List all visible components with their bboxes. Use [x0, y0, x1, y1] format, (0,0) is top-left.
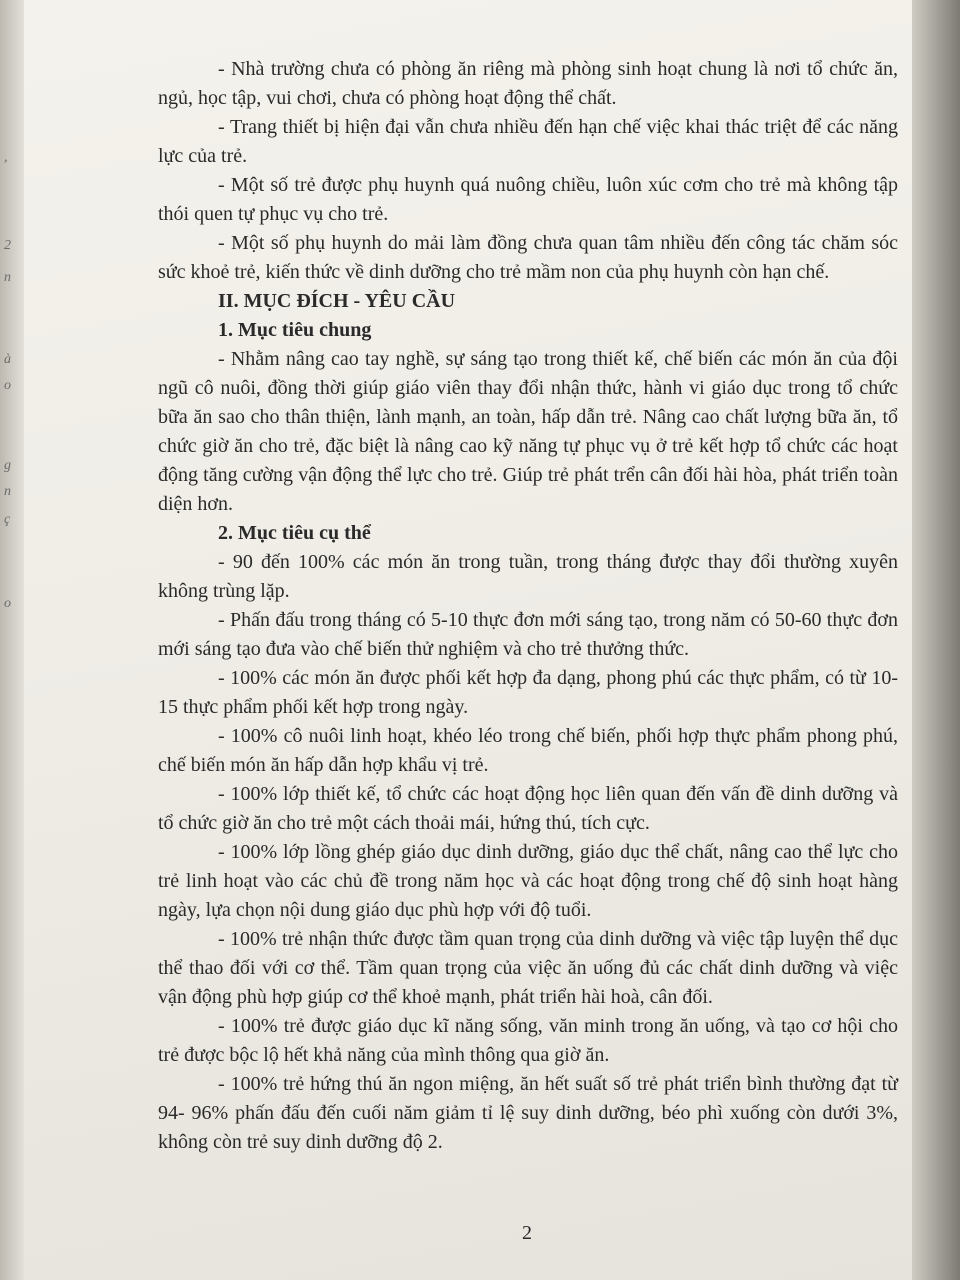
paragraph: - Một số phụ huynh do mải làm đồng chưa quan tâm nhiều đến công tác chăm sóc sức khoẻ trẻ, kiến thức về dinh dưỡng cho trẻ mầm non của phụ huynh còn hạn chế.	[158, 232, 898, 283]
subsection-heading: 1. Mục tiêu chung	[218, 319, 372, 341]
margin-mark: 2	[4, 238, 11, 253]
subsection-heading: 2. Mục tiêu cụ thể	[218, 522, 371, 544]
margin-mark: o	[4, 596, 11, 611]
adjacent-page-edge	[0, 0, 24, 1280]
paragraph: - Nhằm nâng cao tay nghề, sự sáng tạo trong thiết kế, chế biến các món ăn của đội ngũ cô nuôi, đồng thời giúp giáo viên thay đổi nhận thức, hành vi giáo dục trong tổ chức bữa ăn sao cho thân thiện, lành mạnh, an toàn, hấp dẫn trẻ. Nâng cao chất lượng bữa ăn, tổ chức giờ ăn cho trẻ, đặc biệt là nâng cao kỹ năng tự phục vụ ở trẻ kết hợp tổ chức các hoạt động tăng cường vận động thể lực cho trẻ. Giúp trẻ phát trển cân đối hài hòa, phát triển toàn diện hơn.	[158, 348, 898, 515]
margin-mark: ç	[4, 512, 11, 527]
paragraph: - 100% lớp lồng ghép giáo dục dinh dưỡng, giáo dục thể chất, nâng cao thể lực cho trẻ linh hoạt vào các chủ đề trong năm học và các hoạt động trong chế độ sinh hoạt hàng ngày, lựa chọn nội dung giáo dục phù hợp với độ tuổi.	[158, 841, 898, 921]
margin-mark: à	[4, 352, 11, 367]
margin-mark: ,	[4, 150, 8, 165]
paragraph: - Một số trẻ được phụ huynh quá nuông chiều, luôn xúc cơm cho trẻ mà không tập thói quen tự phục vụ cho trẻ.	[158, 174, 898, 225]
paragraph: - 100% trẻ hứng thú ăn ngon miệng, ăn hết suất số trẻ phát triển bình thường đạt từ 94- 96% phấn đấu đến cuối năm giảm tỉ lệ suy dinh dưỡng, béo phì xuống còn dưới 3%, không còn trẻ suy dinh dưỡng độ 2.	[158, 1073, 898, 1153]
paragraph: - Trang thiết bị hiện đại vẫn chưa nhiều đến hạn chế việc khai thác triệt để các năng lực của trẻ.	[158, 116, 898, 167]
document-body	[158, 55, 898, 1157]
paragraph: - 90 đến 100% các món ăn trong tuần, trong tháng được thay đổi thường xuyên không trùng lặp.	[158, 551, 898, 602]
paragraph: - Phấn đấu trong tháng có 5-10 thực đơn mới sáng tạo, trong năm có 50-60 thực đơn mới sáng tạo đưa vào chế biến thử nghiệm và cho trẻ thưởng thức.	[158, 609, 898, 660]
paragraph: - 100% trẻ nhận thức được tầm quan trọng của dinh dưỡng và việc tập luyện thể dục thể thao đối với cơ thể. Tầm quan trọng của việc ăn uống đủ các chất dinh dưỡng và việc vận động phù hợp giúp cơ thể khoẻ mạnh, phát triển hài hoà, cân đối.	[158, 928, 898, 1008]
paragraph: - 100% lớp thiết kế, tổ chức các hoạt động học liên quan đến vấn đề dinh dưỡng và tổ chức giờ ăn cho trẻ một cách thoải mái, hứng thú, tích cực.	[158, 783, 898, 834]
paragraph: - 100% cô nuôi linh hoạt, khéo léo trong chế biến, phối hợp thực phẩm phong phú, chế biến món ăn hấp dẫn hợp khẩu vị trẻ.	[158, 725, 898, 776]
paragraph: - 100% các món ăn được phối kết hợp đa dạng, phong phú các thực phẩm, có từ 10-15 thực phẩm phối kết hợp trong ngày.	[158, 667, 898, 718]
margin-mark: n	[4, 484, 11, 499]
margin-mark: g	[4, 458, 11, 473]
margin-mark: n	[4, 270, 11, 285]
paragraph: - Nhà trường chưa có phòng ăn riêng mà phòng sinh hoạt chung là nơi tổ chức ăn, ngủ, học tập, vui chơi, chưa có phòng hoạt động thể chất.	[158, 58, 898, 109]
paragraph: - 100% trẻ được giáo dục kĩ năng sống, văn minh trong ăn uống, và tạo cơ hội cho trẻ được bộc lộ hết khả năng của mình thông qua giờ ăn.	[158, 1015, 898, 1066]
book-spine-shadow	[912, 0, 960, 1280]
margin-mark: o	[4, 378, 11, 393]
page-number: 2	[522, 1222, 532, 1244]
section-heading: II. MỤC ĐÍCH - YÊU CẦU	[218, 290, 456, 312]
